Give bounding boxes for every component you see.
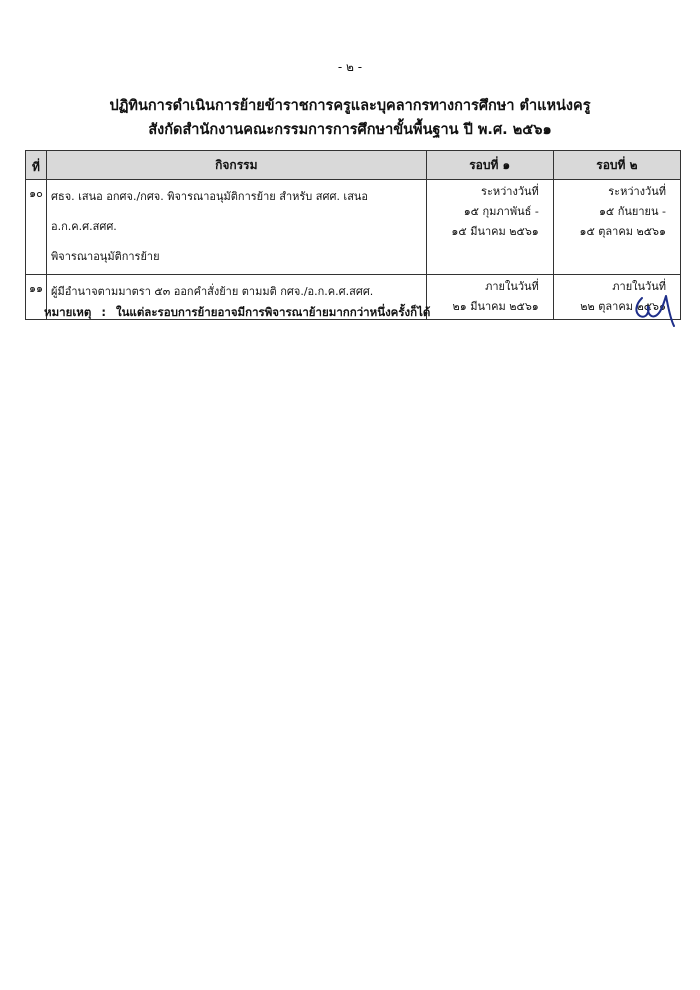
- row-number: ๑๑: [26, 275, 47, 320]
- date-line: ๒๒ ตุลาคม ๒๕๖๑: [580, 300, 666, 313]
- document-title-line-1: ปฏิทินการดำเนินการย้ายข้าราชการครูและบุคลากรทางการศึกษา ตำแหน่งครู: [109, 98, 591, 114]
- footnote-text: ในแต่ละรอบการย้ายอาจมีการพิจารณาย้ายมากกว่าหนึ่งครั้งก็ได้: [115, 305, 431, 319]
- round-1-cell: [426, 180, 553, 275]
- activity-line: พิจารณาอนุมัติการย้าย: [51, 250, 160, 263]
- schedule-table: [25, 150, 681, 320]
- activity-line: ศธจ. เสนอ อกศจ./กศจ. พิจารณาอนุมัติการย้าย สำหรับ สศศ. เสนอ อ.ก.ค.ศ.สศศ.: [51, 190, 369, 233]
- footnote: [44, 304, 430, 322]
- date-line: ๑๕ ตุลาคม ๒๕๖๑: [579, 225, 666, 238]
- date-line: ๑๕ มีนาคม ๒๕๖๑: [451, 225, 539, 238]
- header-no: ที่: [26, 151, 47, 180]
- date-line: ระหว่างวันที่: [481, 185, 539, 198]
- row-number: ๑๐: [26, 180, 47, 275]
- date-line: ๑๕ กันยายน -: [598, 205, 666, 218]
- round-1-cell: [426, 275, 553, 320]
- page-number: - ๒ -: [337, 60, 363, 74]
- header-activity: กิจกรรม: [47, 151, 427, 180]
- activity-line: ผู้มีอำนาจตามมาตรา ๕๓ ออกคำสั่งย้าย ตามมติ กศจ./อ.ก.ค.ศ.สศศ.: [51, 285, 374, 298]
- date-line: ๑๕ กุมภาพันธ์ -: [463, 205, 539, 218]
- table-header-row: [26, 151, 681, 180]
- table-row: [26, 180, 681, 275]
- date-line: ภายในวันที่: [485, 280, 539, 293]
- date-line: ระหว่างวันที่: [608, 185, 666, 198]
- header-round-2: รอบที่ ๒: [553, 151, 680, 180]
- round-2-cell: [553, 180, 680, 275]
- handwritten-signature-icon: [628, 288, 678, 334]
- date-line: ภายในวันที่: [612, 280, 666, 293]
- activity-cell: [47, 180, 427, 275]
- footnote-label: หมายเหตุ: [44, 305, 92, 319]
- footnote-separator: :: [101, 305, 106, 319]
- document-title-line-2: สังกัดสำนักงานคณะกรรมการการศึกษาขั้นพื้นฐาน ปี พ.ศ. ๒๕๖๑: [148, 122, 552, 138]
- header-round-1: รอบที่ ๑: [426, 151, 553, 180]
- date-line: ๒๑ มีนาคม ๒๕๖๑: [452, 300, 539, 313]
